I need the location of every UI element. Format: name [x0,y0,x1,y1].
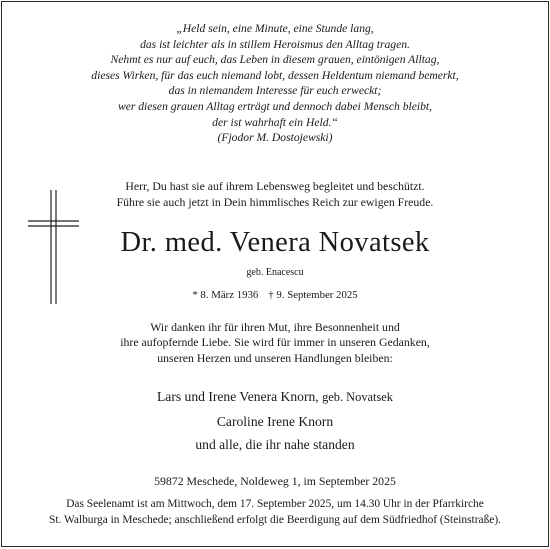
thanks-line: ihre aufopfernde Liebe. Sie wird für immer in unseren Gedanken, [120,335,430,350]
prayer-block [2,178,548,210]
mourner-birth-name: geb. Novatsek [322,390,393,404]
quote-line: das ist leichter als in stillem Heroismus den Alltag tragen. [140,37,410,51]
service-line: Das Seelenamt ist am Mittwoch, dem 17. September 2025, um 14.30 Uhr in der Pfarrkirche [66,498,484,510]
mourners-block [2,385,548,457]
service-line: St. Walburga in Meschede; anschließend erfolgt die Beerdigung auf dem Südfriedhof (Steinstraße). [49,513,501,526]
birth-name: geb. Enacescu [246,267,304,278]
prayer-line: Führe sie auch jetzt in Dein himmlisches Reich zur ewigen Freude. [116,195,434,209]
mourner-names: Lars und Irene Venera Knorn, [157,389,319,404]
quote-line: „Held sein, eine Minute, eine Stunde lang, [176,22,374,35]
quote-block [2,21,548,146]
mourner-line [2,385,548,410]
mourner-line: und alle, die ihr nahe standen [195,437,355,452]
life-dates [2,288,548,302]
thanks-block [2,320,548,366]
mourner-line: Caroline Irene Knorn [216,413,334,429]
place-and-date: 59872 Meschede, Noldeweg 1, im September 2025 [154,474,396,488]
thanks-line: unseren Herzen und unseren Handlungen bleiben: [157,350,393,365]
quote-line: der ist wahrhaft ein Held.“ [212,115,338,129]
birth-date: * 8. März 1936 [192,289,259,301]
quote-line: dieses Wirken, für das euch niemand lobt, dessen Heldentum niemand bemerkt, [91,68,459,82]
death-date: † 9. September 2025 [268,289,358,301]
service-info [2,497,548,528]
deceased-name: Dr. med. Venera Novatsek [120,227,430,258]
quote-author: (Fjodor M. Dostojewski) [217,131,333,145]
death-notice [1,1,549,547]
quote-line: das in niemandem Interesse für euch erweckt; [168,84,382,98]
prayer-line: Herr, Du hast sie auf ihrem Lebensweg begleitet und beschützt. [125,179,425,193]
thanks-line: Wir danken ihr für ihren Mut, ihre Besonnenheit und [150,320,400,334]
quote-line: wer diesen grauen Alltag erträgt und dennoch dabei Mensch bleibt, [117,99,433,113]
quote-line: Nehmt es nur auf euch, das Leben in diesem grauen, eintönigen Alltag, [110,53,440,67]
